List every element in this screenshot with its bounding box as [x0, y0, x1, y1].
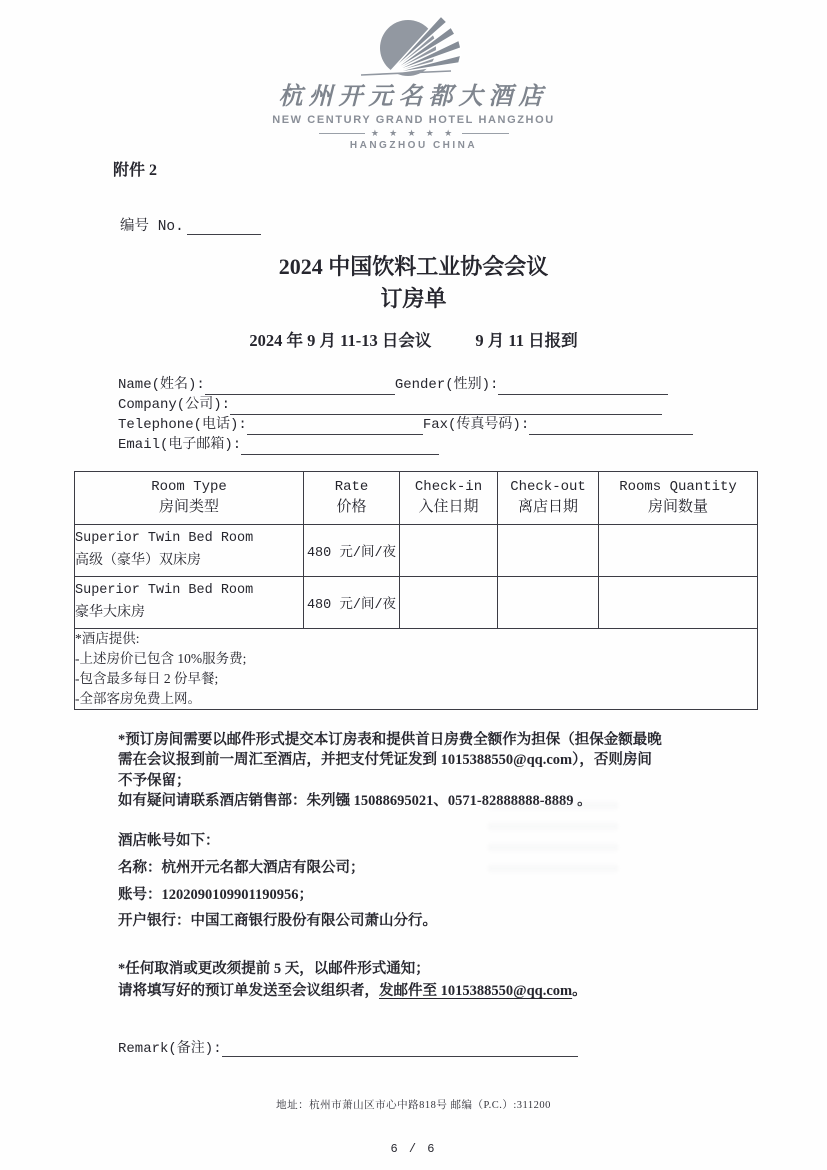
- twin-room-checkin-cell[interactable]: [400, 524, 498, 576]
- col-header-quantity: [599, 471, 758, 524]
- hotel-logo: [0, 0, 827, 151]
- note-hotel-provides: *酒店提供:: [75, 630, 140, 646]
- serial-number-blank[interactable]: [187, 220, 261, 235]
- email-label: Email(电子邮箱):: [118, 436, 242, 453]
- name-blank[interactable]: [205, 380, 395, 395]
- quantity-header-zh: 房间数量: [647, 499, 708, 516]
- hotel-address-footer: 地址：杭州市萧山区市心中路818号 邮编（P.C.）:311200: [276, 1099, 551, 1111]
- guest-info-form: [118, 375, 700, 455]
- room-booking-table: [74, 471, 758, 710]
- page-number: 6 / 6: [390, 1141, 437, 1156]
- king-room-checkin-cell[interactable]: [400, 576, 498, 628]
- king-room-name-zh: 豪华大床房: [75, 605, 145, 621]
- five-stars-icon: ★ ★ ★ ★ ★: [370, 128, 457, 138]
- send-email-instruction: 发邮件至 1015388550@qq.com: [379, 982, 573, 999]
- note-service-fee: -上述房价已包含 10%服务费;: [75, 650, 247, 666]
- email-blank[interactable]: [241, 440, 439, 455]
- remark-blank[interactable]: [222, 1042, 578, 1057]
- serial-number-label: 编号 No.: [120, 219, 184, 235]
- attachment-label: 附件 2: [113, 162, 158, 179]
- remark-label: Remark(备注):: [118, 1040, 222, 1057]
- deposit-line-3: 不予保留；: [118, 772, 191, 789]
- company-blank[interactable]: [230, 400, 662, 415]
- king-room-name-en: Superior Twin Bed Room: [75, 583, 254, 599]
- checkout-header-en: Check-out: [510, 479, 586, 496]
- king-room-type-cell: [75, 576, 304, 628]
- form-row-telephone-fax: [118, 415, 700, 435]
- hotel-name-chinese: 杭州开元名都大酒店: [278, 84, 549, 110]
- table-notes-row: [75, 628, 758, 709]
- checkin-date: 9 月 11 日报到: [475, 330, 578, 350]
- king-room-quantity-cell[interactable]: [599, 576, 758, 628]
- room-type-header-en: Room Type: [151, 479, 227, 496]
- note-internet: -全部客房免费上网。: [75, 690, 201, 706]
- document-title-line2: 订房单: [380, 285, 447, 311]
- form-row-name-gender: [118, 375, 700, 395]
- gender-blank[interactable]: [498, 380, 668, 395]
- hotel-bank-account-block: [118, 828, 717, 935]
- checkin-header-zh: 入住日期: [418, 499, 479, 516]
- company-label: Company(公司):: [118, 396, 231, 413]
- col-header-rate: [304, 471, 400, 524]
- conference-date-line: [0, 327, 827, 351]
- hotel-name-english: NEW CENTURY GRAND HOTEL HANGZHOU: [272, 114, 555, 126]
- king-room-rate-cell: 480 元/间/夜: [304, 576, 400, 628]
- telephone-blank[interactable]: [247, 420, 423, 435]
- conference-dates: 2024 年 9 月 11-13 日会议: [249, 330, 432, 350]
- star-rating-row: [319, 129, 509, 138]
- cancellation-policy-paragraph: [118, 959, 717, 1003]
- rate-header-en: Rate: [334, 479, 369, 496]
- fax-label: Fax(传真号码):: [422, 416, 530, 433]
- account-number: 账号：1202090109901190956；: [118, 886, 313, 903]
- hotel-location-text: HANGZHOU CHINA: [349, 140, 478, 151]
- deposit-line-1: *预订房间需要以邮件形式提交本订房表和提供首日房费全额作为担保（担保金额最晚: [118, 731, 662, 748]
- twin-room-name-en: Superior Twin Bed Room: [75, 531, 254, 547]
- checkin-header-en: Check-in: [414, 479, 483, 496]
- deposit-policy-paragraph: [118, 730, 717, 812]
- checkout-header-zh: 离店日期: [517, 499, 578, 516]
- name-label: Name(姓名):: [118, 376, 205, 393]
- twin-room-checkout-cell[interactable]: [498, 524, 599, 576]
- col-header-room-type: [75, 471, 304, 524]
- star-rule-left: [319, 133, 365, 134]
- note-breakfast: -包含最多每日 2 份早餐;: [75, 670, 219, 686]
- document-title-line1: 2024 中国饮料工业协会会议: [278, 254, 549, 279]
- cancel-line-2-suffix: 。: [572, 982, 587, 999]
- king-room-checkout-cell[interactable]: [498, 576, 599, 628]
- form-row-email: [118, 435, 700, 455]
- hotel-logo-icon: [355, 14, 473, 80]
- telephone-label: Telephone(电话):: [118, 416, 247, 433]
- table-row-king-room: [75, 576, 758, 628]
- col-header-checkout: [498, 471, 599, 524]
- twin-room-name-zh: 高级（豪华）双床房: [75, 553, 201, 569]
- table-row-twin-room: [75, 524, 758, 576]
- account-heading: 酒店帐号如下：: [118, 832, 220, 849]
- star-rule-right: [462, 133, 508, 134]
- cancel-line-1: *任何取消或更改须提前 5 天，以邮件形式通知；: [118, 961, 430, 978]
- room-type-header-zh: 房间类型: [158, 499, 219, 516]
- twin-room-quantity-cell[interactable]: [599, 524, 758, 576]
- twin-room-rate-cell: 480 元/间/夜: [304, 524, 400, 576]
- gender-label: Gender(性别):: [394, 376, 499, 393]
- serial-number-row: [120, 214, 827, 235]
- quantity-header-en: Rooms Quantity: [619, 479, 737, 496]
- fax-blank[interactable]: [529, 420, 693, 435]
- deposit-line-2: 需在会议报到前一周汇至酒店，并把支付凭证发到 1015388550@qq.com），否则房间: [118, 752, 652, 769]
- rate-header-zh: 价格: [336, 499, 367, 516]
- remark-row: [118, 1037, 827, 1057]
- twin-room-type-cell: [75, 524, 304, 576]
- form-row-company: [118, 395, 700, 415]
- account-company-name: 名称：杭州开元名都大酒店有限公司；: [118, 859, 365, 876]
- table-header-row: [75, 471, 758, 524]
- cancel-line-2-prefix: 请将填写好的预订单发送至会议组织者，: [118, 982, 379, 999]
- hotel-provides-notes: [75, 628, 758, 709]
- cancel-line-2: [118, 981, 717, 1003]
- account-bank-branch: 开户银行：中国工商银行股份有限公司萧山分行。: [118, 913, 437, 930]
- document-title: [0, 251, 827, 315]
- sales-contact-line: 如有疑问请联系酒店销售部：朱列镪 15088695021、0571-82888888-8889 。: [118, 793, 592, 810]
- col-header-checkin: [400, 471, 498, 524]
